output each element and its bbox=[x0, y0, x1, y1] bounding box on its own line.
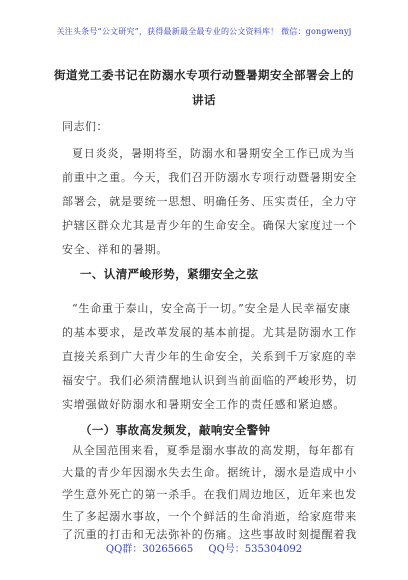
paragraph-line: 了沉重的打击和无法弥补的伤痛。这些事故时刻提醒着我 bbox=[62, 528, 357, 541]
paragraph-line: 学生意外死亡的第一杀手。在我们周边地区，近年来也发 bbox=[62, 488, 357, 501]
footer-qq-group[interactable]: QQ群：30265665 bbox=[105, 544, 194, 555]
section-heading-1: 一、认清严峻形势，紧绷安全之弦 bbox=[80, 267, 259, 281]
paragraph-line: 夏日炎炎，暑期将至，防溺水和暑期安全工作已成为当 bbox=[72, 147, 356, 160]
salutation: 同志们： bbox=[62, 120, 108, 133]
paragraph-line: 实增强做好防溺水和暑期安全工作的责任感和紧迫感。 bbox=[62, 398, 346, 411]
paragraph-line: 直接关系到广大青少年的生命安全，关系到千万家庭的幸 bbox=[62, 350, 357, 363]
footer bbox=[0, 540, 408, 555]
footer-qq[interactable]: QQ号：535304092 bbox=[208, 544, 303, 555]
paragraph-line: 护辖区群众尤其是青少年的生命安全。确保大家度过一个 bbox=[62, 219, 357, 232]
header-notice[interactable]: 关注头条号“公文研究”，获得最新最全最专业的公文资料库！ 微信：gongwenyj bbox=[56, 27, 352, 36]
paragraph-line: 安全、祥和的暑期。 bbox=[62, 243, 169, 256]
paragraph-line: 部署会，就是要统一思想、明确任务、压实责任，全力守 bbox=[62, 195, 357, 208]
paragraph-line: 福安宁。我们必须清醒地认识到当前面临的严峻形势，切 bbox=[62, 374, 357, 387]
paragraph-line: 从全国范围来看，夏季是溺水事故的高发期，每年都有 bbox=[72, 444, 356, 457]
document-title-line-2: 讲话 bbox=[192, 93, 216, 107]
paragraph-line: 大量的青少年因溺水失去生命。据统计，溺水是造成中小 bbox=[62, 466, 357, 479]
paragraph-line: 生了多起溺水事故，一个个鲜活的生命消逝，给家庭带来 bbox=[62, 510, 357, 523]
paragraph-line: “生命重于泰山，安全高于一切。”安全是人民幸福安康 bbox=[72, 302, 351, 315]
paragraph-line: 前重中之重。今天，我们召开防溺水专项行动暨暑期安全 bbox=[62, 171, 357, 184]
paragraph-line: 的基本要求，是改革发展的基本前提。尤其是防溺水工作 bbox=[62, 326, 357, 339]
section-heading-2: （一）事故高发频发，敲响安全警钟 bbox=[80, 423, 271, 437]
document-title-line-1: 街道党工委书记在防溺水专项行动暨暑期安全部署会上的 bbox=[54, 68, 354, 82]
